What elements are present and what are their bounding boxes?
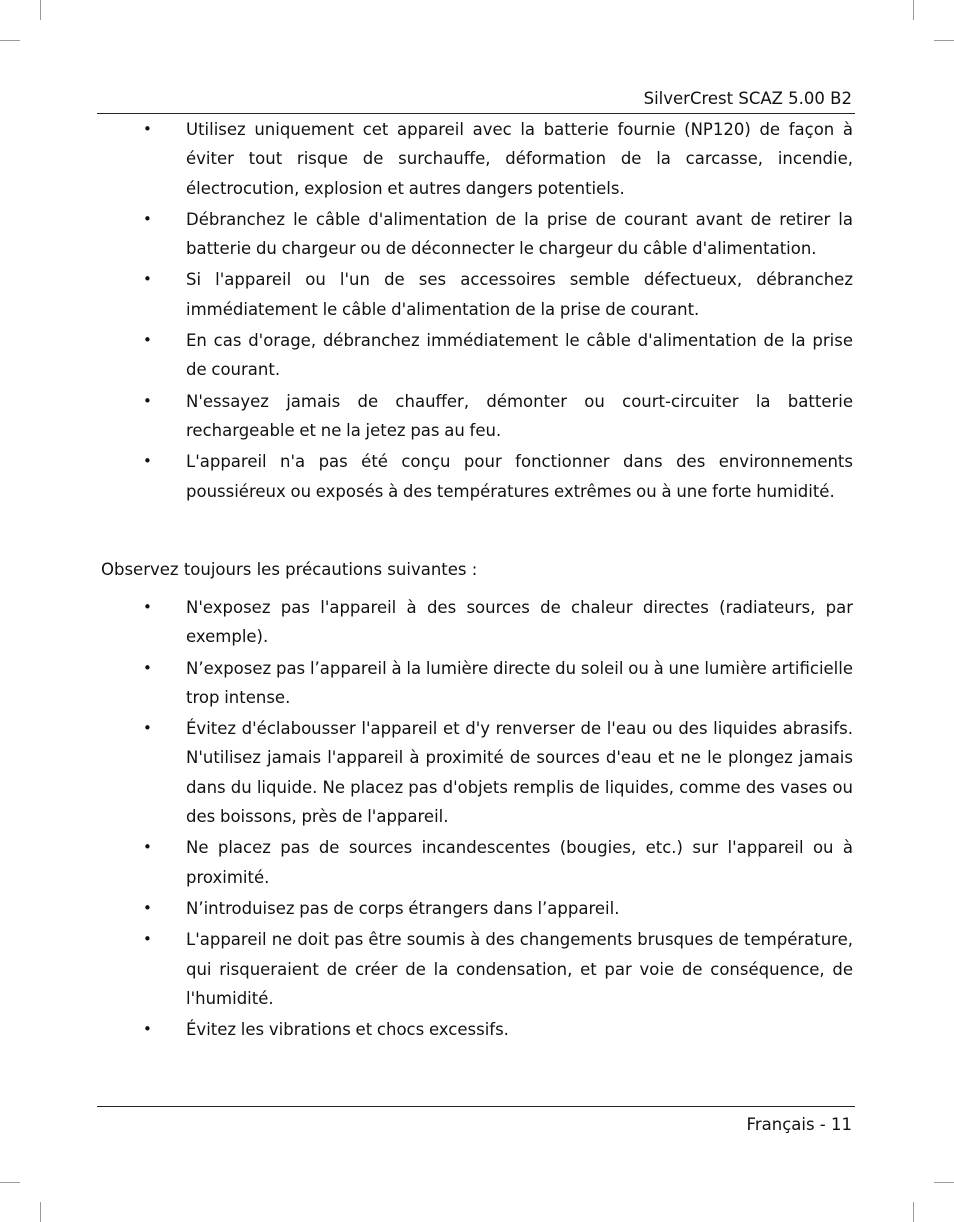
list-item bbox=[100, 894, 853, 923]
list-item-text: L'appareil ne doit pas être soumis à des changements brusques de température, qui risqueraient de créer de la condensation, et par voie de conséquence, de l'humidité. bbox=[186, 930, 853, 1008]
bullet: • bbox=[143, 1020, 152, 1039]
bullet: • bbox=[143, 391, 152, 410]
crop-mark-bottom-left bbox=[40, 1202, 41, 1222]
bullet: • bbox=[143, 838, 152, 857]
list-item bbox=[100, 833, 853, 892]
list-item bbox=[100, 1015, 853, 1044]
list-item bbox=[100, 265, 853, 324]
list-item-text: En cas d'orage, débranchez immédiatement le câble d'alimentation de la prise de courant. bbox=[186, 331, 853, 380]
crop-mark-bottom-left-h bbox=[0, 1182, 20, 1183]
crop-mark-bottom-right-h bbox=[934, 1182, 954, 1183]
list-item-text: N’exposez pas l’appareil à la lumière directe du soleil ou à une lumière artificielle trop intense. bbox=[186, 658, 853, 707]
bullet: • bbox=[143, 930, 152, 949]
bullet: • bbox=[143, 209, 152, 228]
crop-mark-top-right-h bbox=[934, 40, 954, 41]
bullet: • bbox=[143, 719, 152, 738]
list-item-text: Débranchez le câble d'alimentation de la prise de courant avant de retirer la batterie du chargeur ou de déconnecter le chargeur du câble d'alimentation. bbox=[186, 209, 853, 259]
precautions-intro: Observez toujours les précautions suivantes : bbox=[101, 560, 478, 579]
page-number: Français - 11 bbox=[746, 1115, 852, 1134]
list-item-text: Ne placez pas de sources incandescentes (bougies, etc.) sur l'appareil ou à proximité. bbox=[186, 838, 853, 887]
list-item bbox=[100, 326, 853, 385]
crop-mark-top-left bbox=[40, 0, 41, 20]
bullet: • bbox=[143, 452, 152, 471]
list-item-text: L'appareil n'a pas été conçu pour fonctionner dans des environnements poussiéreux ou exposés à des températures extrêmes ou à une forte humidité. bbox=[186, 452, 853, 501]
list-item bbox=[100, 447, 853, 506]
bullet: • bbox=[143, 120, 152, 138]
list-item bbox=[100, 925, 853, 1013]
crop-mark-top-right bbox=[913, 0, 914, 20]
list-item bbox=[100, 115, 853, 203]
list-item-text: N’introduisez pas de corps étrangers dans l’appareil. bbox=[186, 898, 620, 918]
list-item-text: N'exposez pas l'appareil à des sources de chaleur directes (radiateurs, par exemple). bbox=[186, 598, 853, 647]
list-item bbox=[100, 714, 853, 831]
bullet: • bbox=[143, 270, 152, 289]
page-header: SilverCrest SCAZ 5.00 B2 bbox=[643, 89, 852, 108]
footer-rule bbox=[97, 1106, 855, 1107]
bullet: • bbox=[143, 598, 152, 616]
crop-mark-bottom-right bbox=[913, 1202, 914, 1222]
bullet: • bbox=[143, 898, 152, 917]
bullet: • bbox=[143, 658, 152, 677]
safety-list-2 bbox=[100, 593, 853, 1044]
list-item bbox=[100, 205, 853, 264]
list-item-text: Si l'appareil ou l'un de ses accessoires semble défectueux, débranchez immédiatement le câble d'alimentation de la prise de courant. bbox=[186, 270, 853, 319]
list-item bbox=[100, 593, 853, 652]
header-rule bbox=[97, 113, 855, 114]
list-item bbox=[100, 387, 853, 446]
safety-list-1 bbox=[100, 115, 853, 506]
list-item bbox=[100, 654, 853, 713]
list-item-text: Évitez les vibrations et chocs excessifs. bbox=[186, 1020, 509, 1040]
list-item-text: Utilisez uniquement cet appareil avec la batterie fournie (NP120) de façon à éviter tout risque de surchauffe, déformation de la carcasse, incendie, électrocution, explosion et autres dangers potentiels. bbox=[186, 120, 853, 198]
list-item-text: Évitez d'éclabousser l'appareil et d'y renverser de l'eau ou des liquides abrasifs. N'utilisez jamais l'appareil à proximité de sources d'eau et ne le plongez jamais dans du liquide. Ne placez pas d'objets remplis de liquides, comme des vases ou des boissons, près de l'appareil. bbox=[186, 719, 853, 827]
bullet: • bbox=[143, 331, 152, 350]
crop-mark-top-left-h bbox=[0, 40, 20, 41]
list-item-text: N'essayez jamais de chauffer, démonter ou court-circuiter la batterie rechargeable et ne la jetez pas au feu. bbox=[186, 391, 853, 440]
